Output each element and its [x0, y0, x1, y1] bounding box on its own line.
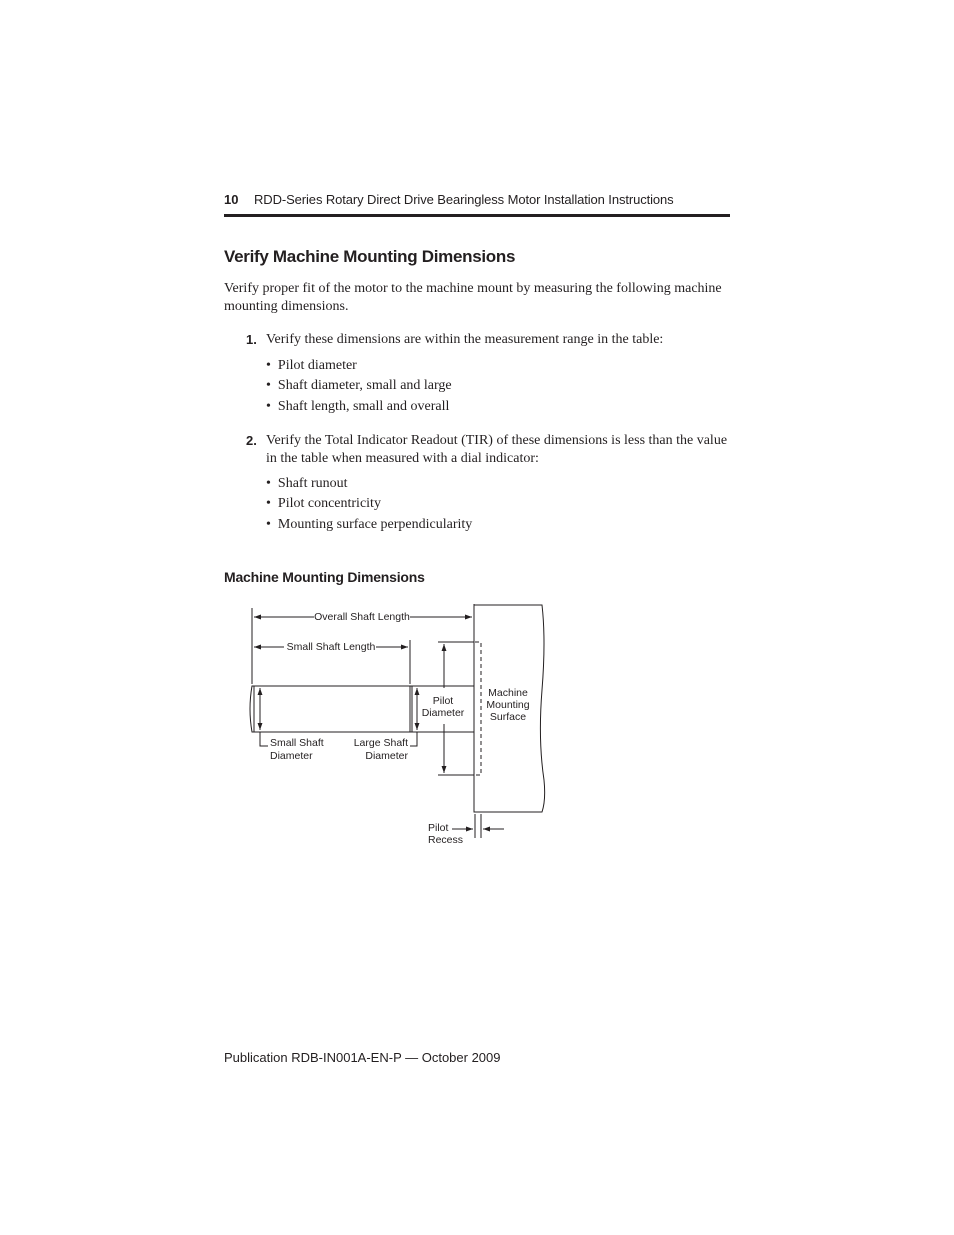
- bullet-item: • Shaft length, small and overall: [266, 397, 452, 417]
- large-shaft-diameter-label: Diameter: [365, 750, 408, 762]
- page-number: 10: [224, 192, 239, 207]
- bullet-item: • Mounting surface perpendicularity: [266, 515, 472, 535]
- large-shaft-diameter-label: Large Shaft: [353, 737, 408, 749]
- intro-paragraph: Verify proper fit of the motor to the machine mount by measuring the following machine mounting dimensions.: [224, 281, 722, 314]
- overall-shaft-length-label: Overall Shaft Length: [314, 611, 410, 623]
- machine-mounting-surface-label: Machine: [488, 687, 528, 699]
- step-text: Verify the Total Indicator Readout (TIR) of these dimensions is less than the value in the table when measured with a dial indicator:: [266, 433, 728, 466]
- pilot-recess-label: Recess: [428, 834, 464, 846]
- bullet-item: • Shaft runout: [266, 474, 472, 494]
- bullet-list: [266, 356, 452, 417]
- step-number: 1.: [246, 332, 257, 347]
- pilot-diameter-label: Pilot: [432, 695, 454, 707]
- bullet-item: • Shaft diameter, small and large: [266, 376, 452, 396]
- step-number: 2.: [246, 433, 257, 448]
- bullet-item: • Pilot concentricity: [266, 494, 472, 514]
- mounting-dimensions-diagram: [224, 600, 564, 850]
- bullet-item: • Pilot diameter: [266, 356, 452, 376]
- header-rule: [224, 214, 730, 217]
- small-shaft-diameter-label: Diameter: [270, 750, 313, 762]
- pilot-recess-label: Pilot: [428, 822, 449, 834]
- pilot-diameter-label: Diameter: [421, 707, 465, 719]
- section-heading: Verify Machine Mounting Dimensions: [224, 247, 516, 266]
- small-shaft-diameter-label: Small Shaft: [270, 737, 324, 749]
- small-shaft-length-label: Small Shaft Length: [286, 641, 376, 653]
- publication-footer: Publication RDB-IN001A-EN-P — October 2009: [224, 1050, 501, 1065]
- small-shaft: [250, 686, 410, 732]
- machine-mounting-surface-label: Surface: [489, 711, 527, 723]
- figure-title: Machine Mounting Dimensions: [224, 569, 425, 585]
- bullet-list: [266, 474, 472, 535]
- machine-mounting-surface-label: Mounting: [486, 699, 530, 711]
- step-text: Verify these dimensions are within the measurement range in the table:: [266, 332, 664, 347]
- document-title: RDD-Series Rotary Direct Drive Bearingless Motor Installation Instructions: [254, 192, 674, 207]
- page-header: [224, 192, 730, 218]
- pilot-recess-outline: [475, 642, 481, 775]
